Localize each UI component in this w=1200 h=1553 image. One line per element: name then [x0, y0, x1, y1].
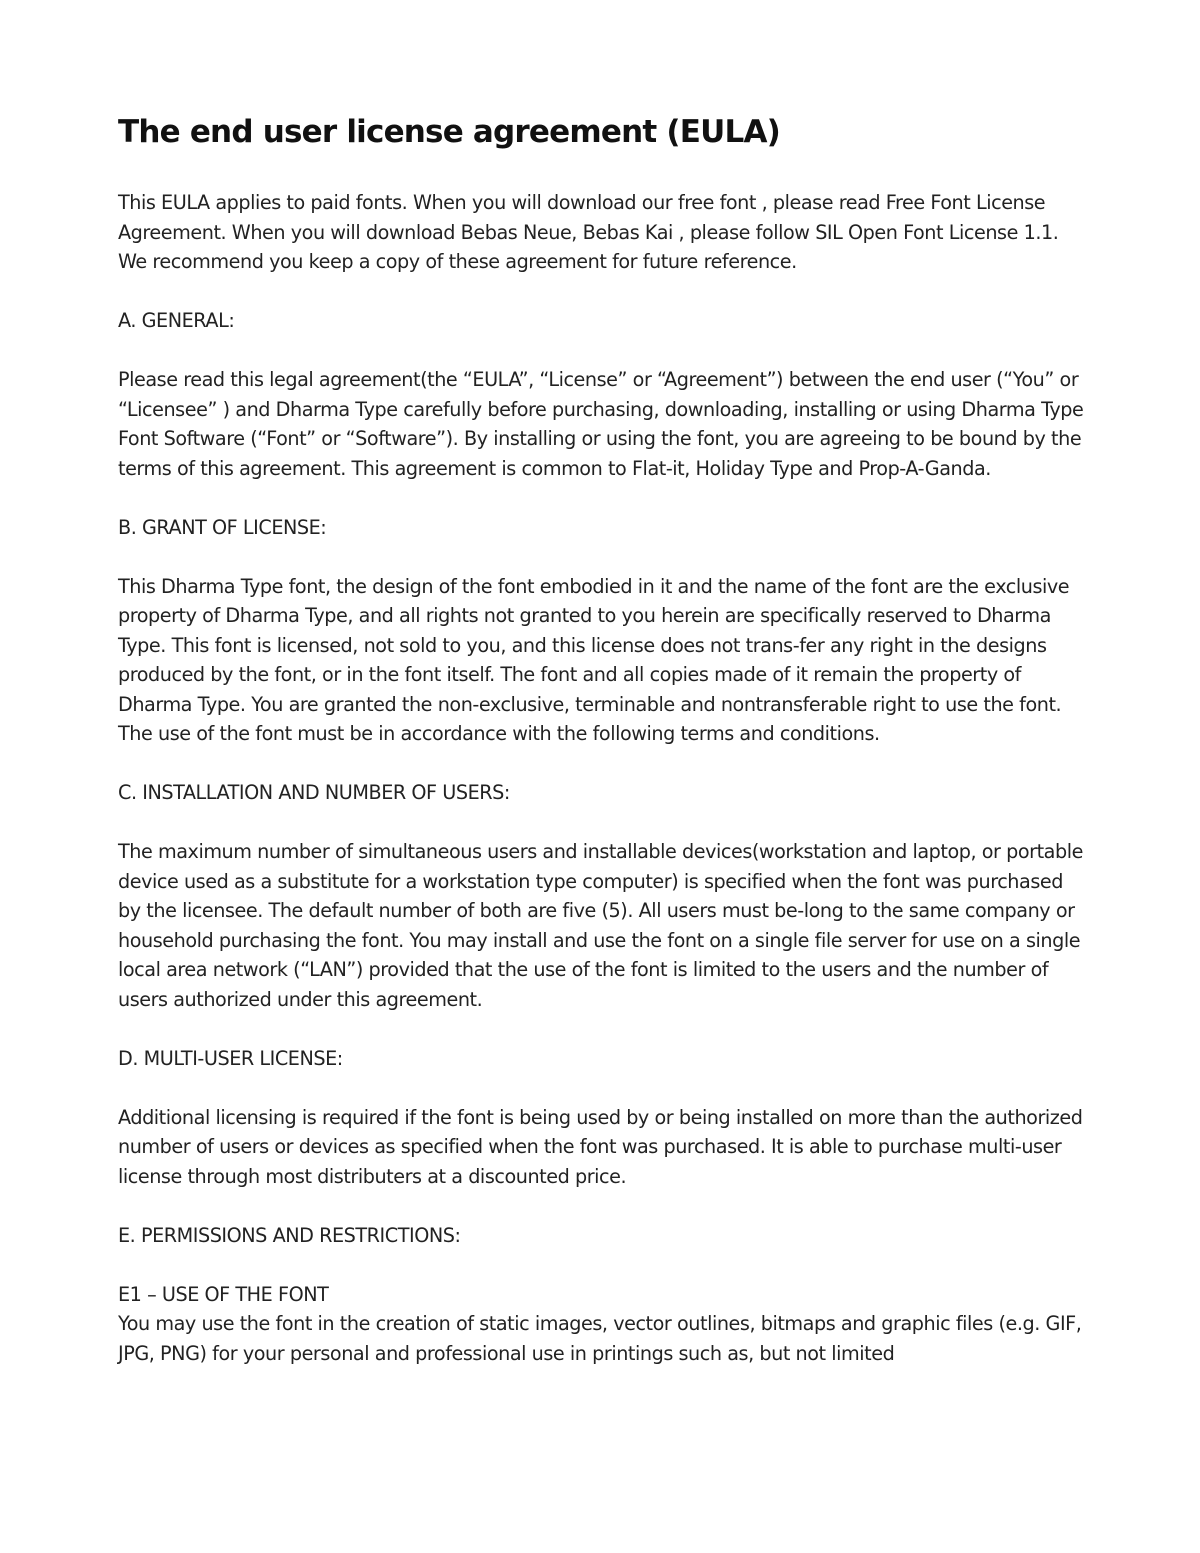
section-a-heading: A. GENERAL: — [118, 309, 235, 332]
intro-paragraph: This EULA applies to paid fonts. When you will download our free font , please read Free Font License Agreement. When you will download Bebas Neue, Bebas Kai , please follow SIL Open Font License 1.1. We recommend you keep a copy of these agreement for future reference. — [118, 191, 1059, 273]
section-b-heading: B. GRANT OF LICENSE: — [118, 515, 327, 539]
section-b-body: This Dharma Type font, the design of the font embodied in it and the name of the font are the exclusive property of Dharma Type, and all rights not granted to you herein are specifically reserved to Dharma Type. This font is licensed, not sold to you, and this license does not trans-fer any right in the designs produced by the font, or in the font itself. The font and all copies made of it remain the property of Dharma Type. You are granted the non-exclusive, terminable and nontransferable right to use the font. The use of the font must be in accordance with the following terms and conditions. — [118, 574, 1070, 745]
section-e1-body: You may use the font in the creation of static images, vector outlines, bitmaps and graphic files (e.g. GIF, JPG, PNG) for your personal and professional use in printings such as, but not limited — [118, 1312, 1082, 1365]
document-page — [118, 112, 1084, 1368]
document-title: The end user license agreement (EULA) — [118, 114, 781, 150]
section-e-heading: E. PERMISSIONS AND RESTRICTIONS: — [118, 1223, 461, 1247]
section-e1-heading: E1 – USE OF THE FONT — [118, 1282, 329, 1306]
section-c-heading: C. INSTALLATION AND NUMBER OF USERS: — [118, 781, 510, 804]
section-c-body: The maximum number of simultaneous users and installable devices(workstation and laptop, or portable device used as a substitute for a workstation type computer) is specified when the font was purchased by the licensee. The default number of both are five (5). All users must be-long to the same company or household purchasing the font. You may install and use the font on a single file server for use on a single local area network (“LAN”) provided that the use of the font is limited to the users and the number of users authorized under this agreement. — [118, 840, 1083, 1011]
section-d-body: Additional licensing is required if the font is being used by or being installed on more than the authorized number of users or devices as specified when the font was purchased. It is able to purchase multi-user license through most distributers at a discounted price. — [118, 1105, 1083, 1188]
section-a-body: Please read this legal agreement(the “EULA”, “License” or “Agreement”) between the end user (“You” or “Licensee” ) and Dharma Type carefully before purchasing, downloading, installing or using Dharma Type Font Software (“Font” or “Software”). By installing or using the font, you are agreeing to be bound by the terms of this agreement. This agreement is common to Flat-it, Holiday Type and Prop-A-Ganda. — [118, 368, 1084, 480]
section-d-heading: D. MULTI-USER LICENSE: — [118, 1046, 343, 1070]
